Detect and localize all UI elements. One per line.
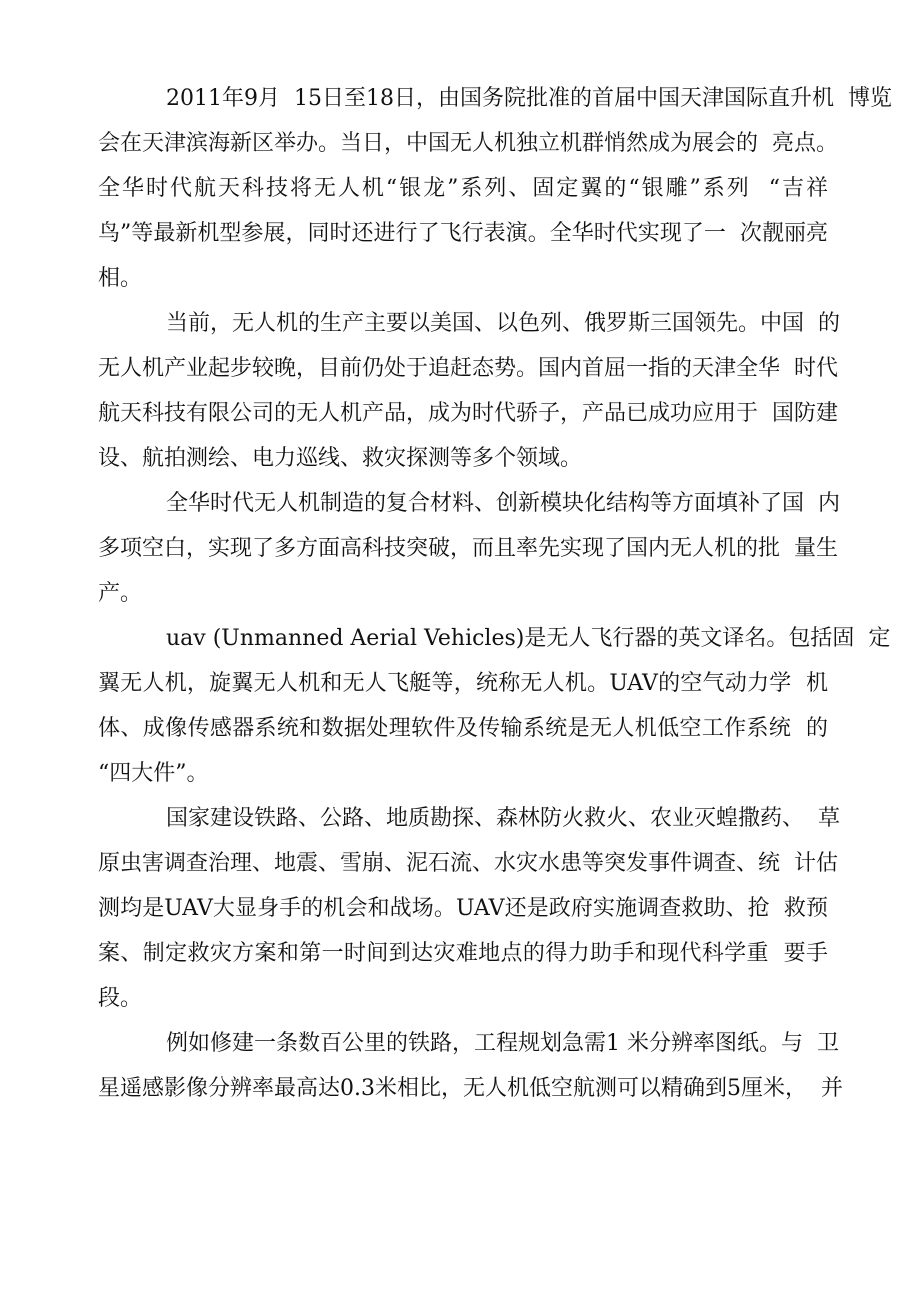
- text-line: 测均是UAV大显身手的机会和战场。UAV还是政府实施调查救助、抢 救预: [98, 896, 828, 921]
- text-line: 段。: [98, 986, 143, 1011]
- text-line: 产。: [98, 581, 143, 606]
- text-line: 相。: [98, 266, 143, 291]
- text-line: 星遥感影像分辨率最高达0.3米相比，无人机低空航测可以精确到5厘米， 并: [98, 1076, 843, 1101]
- text-line: 国家建设铁路、公路、地质勘探、森林防火救火、农业灭蝗撒药、 草: [166, 806, 840, 831]
- paragraph-railway-example: [98, 1021, 843, 1111]
- text-line: 例如修建一条数百公里的铁路，工程规划急需1 米分辨率图纸。与 卫: [166, 1031, 839, 1056]
- document-body: [98, 76, 892, 1111]
- text-line: 全华时代航天科技将无人机“银龙”系列、固定翼的“银雕”系列 “吉祥: [98, 176, 828, 201]
- text-line: 会在天津滨海新区举办。当日，中国无人机独立机群悄然成为展会的 亮点。: [98, 131, 838, 156]
- paragraph-applications: [98, 796, 840, 1021]
- text-line: 原虫害调查治理、地震、雪崩、泥石流、水灾水患等突发事件调查、统 计估: [98, 851, 838, 876]
- text-line: 多项空白，实现了多方面高科技突破，而且率先实现了国内无人机的批 量生: [98, 536, 838, 561]
- text-line: 鸟”等最新机型参展，同时还进行了飞行表演。全华时代实现了一 次靓丽亮: [98, 221, 828, 246]
- paragraph-technology: [98, 481, 840, 616]
- text-line: 翼无人机，旋翼无人机和无人飞艇等，统称无人机。UAV的空气动力学 机: [98, 671, 828, 696]
- text-line: 2011年9月 15日至18日，由国务院批准的首届中国天津国际直升机 博览: [166, 86, 892, 111]
- text-line: 当前，无人机的生产主要以美国、以色列、俄罗斯三国领先。中国 的: [166, 311, 840, 336]
- text-line: uav (Unmanned Aerial Vehicles)是无人飞行器的英文译名。包括固 定: [166, 626, 891, 651]
- text-line: 案、制定救灾方案和第一时间到达灾难地点的得力助手和现代科学重 要手: [98, 941, 828, 966]
- text-line: 设、航拍测绘、电力巡线、救灾探测等多个领域。: [98, 446, 583, 471]
- text-line: “四大件”。: [98, 761, 209, 786]
- text-line: 航天科技有限公司的无人机产品，成为时代骄子，产品已成功应用于 国防建: [98, 401, 838, 426]
- text-line: 全华时代无人机制造的复合材料、创新模块化结构等方面填补了国 内: [166, 491, 840, 516]
- text-line: 体、成像传感器系统和数据处理软件及传输系统是无人机低空工作系统 的: [98, 716, 828, 741]
- paragraph-uav-definition: [98, 616, 891, 796]
- text-line: 无人机产业起步较晚，目前仍处于追赶态势。国内首屈一指的天津全华 时代: [98, 356, 838, 381]
- paragraph-industry-status: [98, 301, 840, 481]
- paragraph-helicopter-expo: [98, 76, 892, 301]
